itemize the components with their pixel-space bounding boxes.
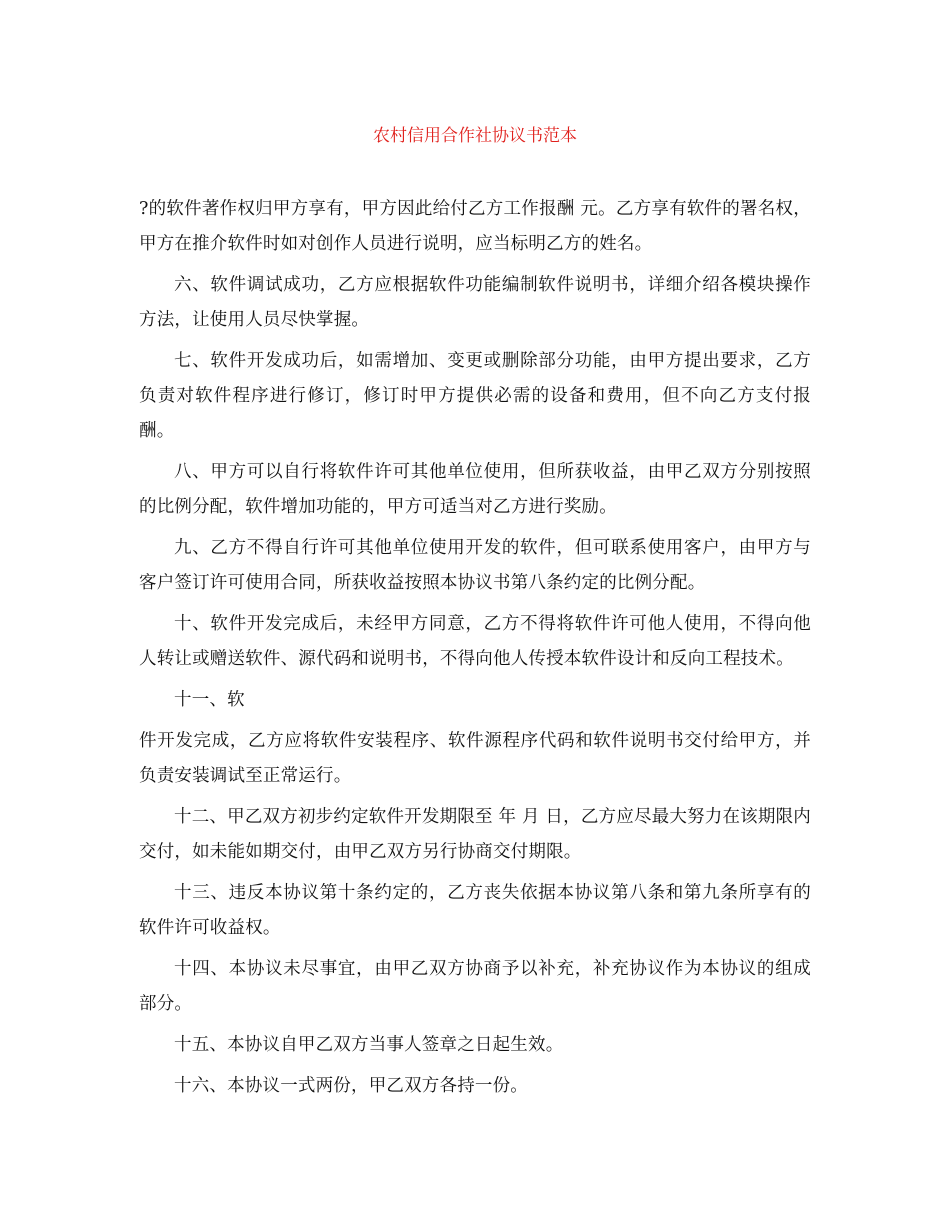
paragraph-clause-13: 十三、违反本协议第十条约定的，乙方丧失依据本协议第八条和第九条所享有的软件许可收益权。 [139,883,811,938]
paragraph-clause-15: 十五、本协议自甲乙双方当事人签章之日起生效。 [174,1035,564,1055]
paragraph-clause-14: 十四、本协议未尽事宜，由甲乙双方协商予以补充，补充协议作为本协议的组成部分。 [139,959,811,1014]
paragraph-clause-16: 十六、本协议一式两份，甲乙双方各持一份。 [174,1076,528,1096]
paragraph-clause-10: 十、软件开发完成后，未经甲方同意，乙方不得将软件许可他人使用，不得向他人转让或赠送软件、源代码和说明书，不得向他人传授本软件设计和反向工程技术。 [139,614,811,669]
paragraph-copyright: ?的软件著作权归甲方享有，甲方因此给付乙方工作报酬 元。乙方享有软件的署名权，甲方在推介软件时如对创作人员进行说明，应当标明乙方的姓名。 [139,199,811,254]
paragraph-clause-11-body: 件开发完成，乙方应将软件安装程序、软件源程序代码和软件说明书交付给甲方，并负责安装调试至正常运行。 [139,731,811,786]
document-body [139,192,811,1110]
paragraph-clause-12: 十二、甲乙双方初步约定软件开发期限至 年 月 日，乙方应尽最大努力在该期限内交付，如未能如期交付，由甲乙双方另行协商交付期限。 [139,807,811,862]
paragraph-clause-6: 六、软件调试成功，乙方应根据软件功能编制软件说明书，详细介绍各模块操作方法，让使用人员尽快掌握。 [139,275,811,330]
paragraph-clause-8: 八、甲方可以自行将软件许可其他单位使用，但所获收益，由甲乙双方分别按照 的比例分配，软件增加功能的，甲方可适当对乙方进行奖励。 [139,462,811,517]
paragraph-clause-7: 七、软件开发成功后，如需增加、变更或删除部分功能，由甲方提出要求，乙方负责对软件程序进行修订，修订时甲方提供必需的设备和费用，但不向乙方支付报酬。 [139,351,811,441]
paragraph-clause-11-heading: 十一、软 [174,690,245,710]
paragraph-clause-9: 九、乙方不得自行许可其他单位使用开发的软件，但可联系使用客户，由甲方与客户签订许可使用合同，所获收益按照本协议书第八条约定的比例分配。 [139,538,811,593]
document-title: 农村信用合作社协议书范本 [373,126,577,146]
